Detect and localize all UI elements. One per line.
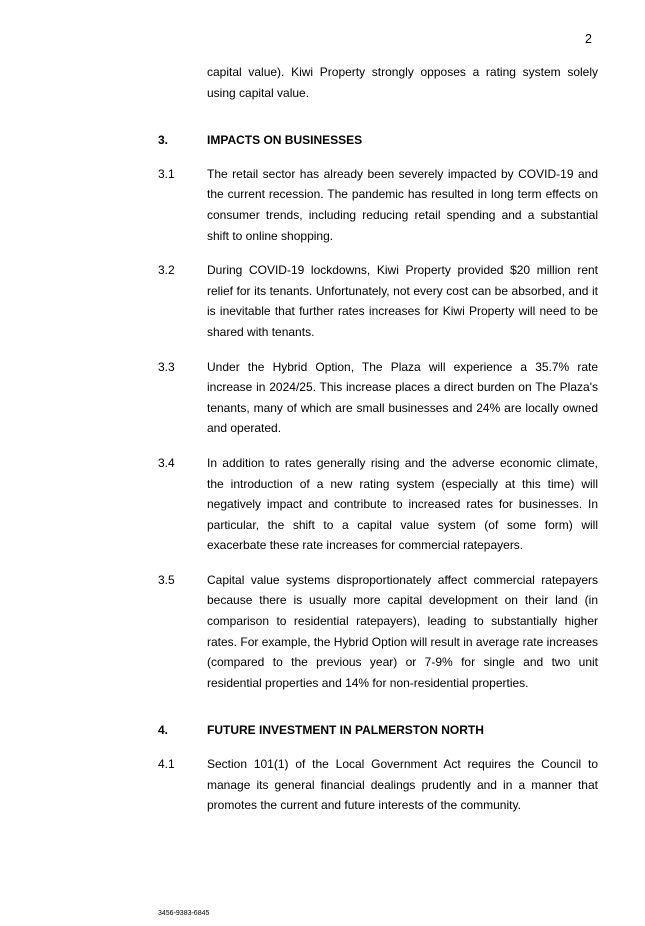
paragraph-number: 3.2 [158,263,175,278]
paragraph-3-5 [158,570,598,694]
paragraph-text: Section 101(1) of the Local Government Act requires the Council to manage its general financial dealings prudently and in a manner that promotes the current and future interests of the community. [207,757,598,813]
section-number: 3. [158,133,169,148]
paragraph-3-1 [158,164,598,246]
paragraph-text: Capital value systems disproportionately affect commercial ratepayers because there is usually more capital development on their land (in comparison to residential ratepayers), leading to substantially higher rates. For example, the Hybrid Option will result in average rate increases (compared to the previous year) or 7-9% for single and two unit residential properties and 14% for non-residential properties. [207,572,598,690]
paragraph-text: Under the Hybrid Option, The Plaza will experience a 35.7% rate increase in 2024/25. This increase places a direct burden on The Plaza's tenants, many of which are small businesses and 24% are locally owned and operated. [207,359,598,436]
paragraph-number: 3.1 [158,166,175,181]
continuation-text: capital value). Kiwi Property strongly opposes a rating system solely using capital value. [207,65,598,100]
section-number: 4. [158,723,169,738]
paragraph-3-3 [158,357,598,439]
section-title: FUTURE INVESTMENT IN PALMERSTON NORTH [207,723,484,738]
paragraph-number: 3.3 [158,359,175,374]
section-title: IMPACTS ON BUSINESSES [207,133,363,148]
paragraph-text: During COVID-19 lockdowns, Kiwi Property provided $20 million rent relief for its tenants. Unfortunately, not every cost can be absorbed, and it is inevitable that further rates increases for Kiwi Property will need to be shared with tenants. [207,263,598,339]
paragraph-text: In addition to rates generally rising and the adverse economic climate, the introduction of a new rating system (especially at this time) will negatively impact and contribute to increased rates for businesses. In particular, the shift to a capital value system (of some form) will exacerbate these rate increases for commercial ratepayers. [207,455,598,553]
section-heading-4 [158,720,598,741]
document-reference: 3456-9383-6845 [158,910,210,917]
paragraph-number: 3.4 [158,455,175,470]
paragraph-number: 3.5 [158,572,175,587]
paragraph-3-4 [158,453,598,556]
paragraph-number: 4.1 [158,757,175,772]
section-heading-3 [158,130,598,151]
paragraph-4-1 [158,754,598,816]
paragraph-text: The retail sector has already been severely impacted by COVID-19 and the current recession. The pandemic has resulted in long term effects on consumer trends, including reducing retail spending and a substantial shift to online shopping. [207,166,598,243]
paragraph-3-2 [158,260,598,342]
page-number: 2 [585,32,592,46]
document-body [158,62,598,816]
